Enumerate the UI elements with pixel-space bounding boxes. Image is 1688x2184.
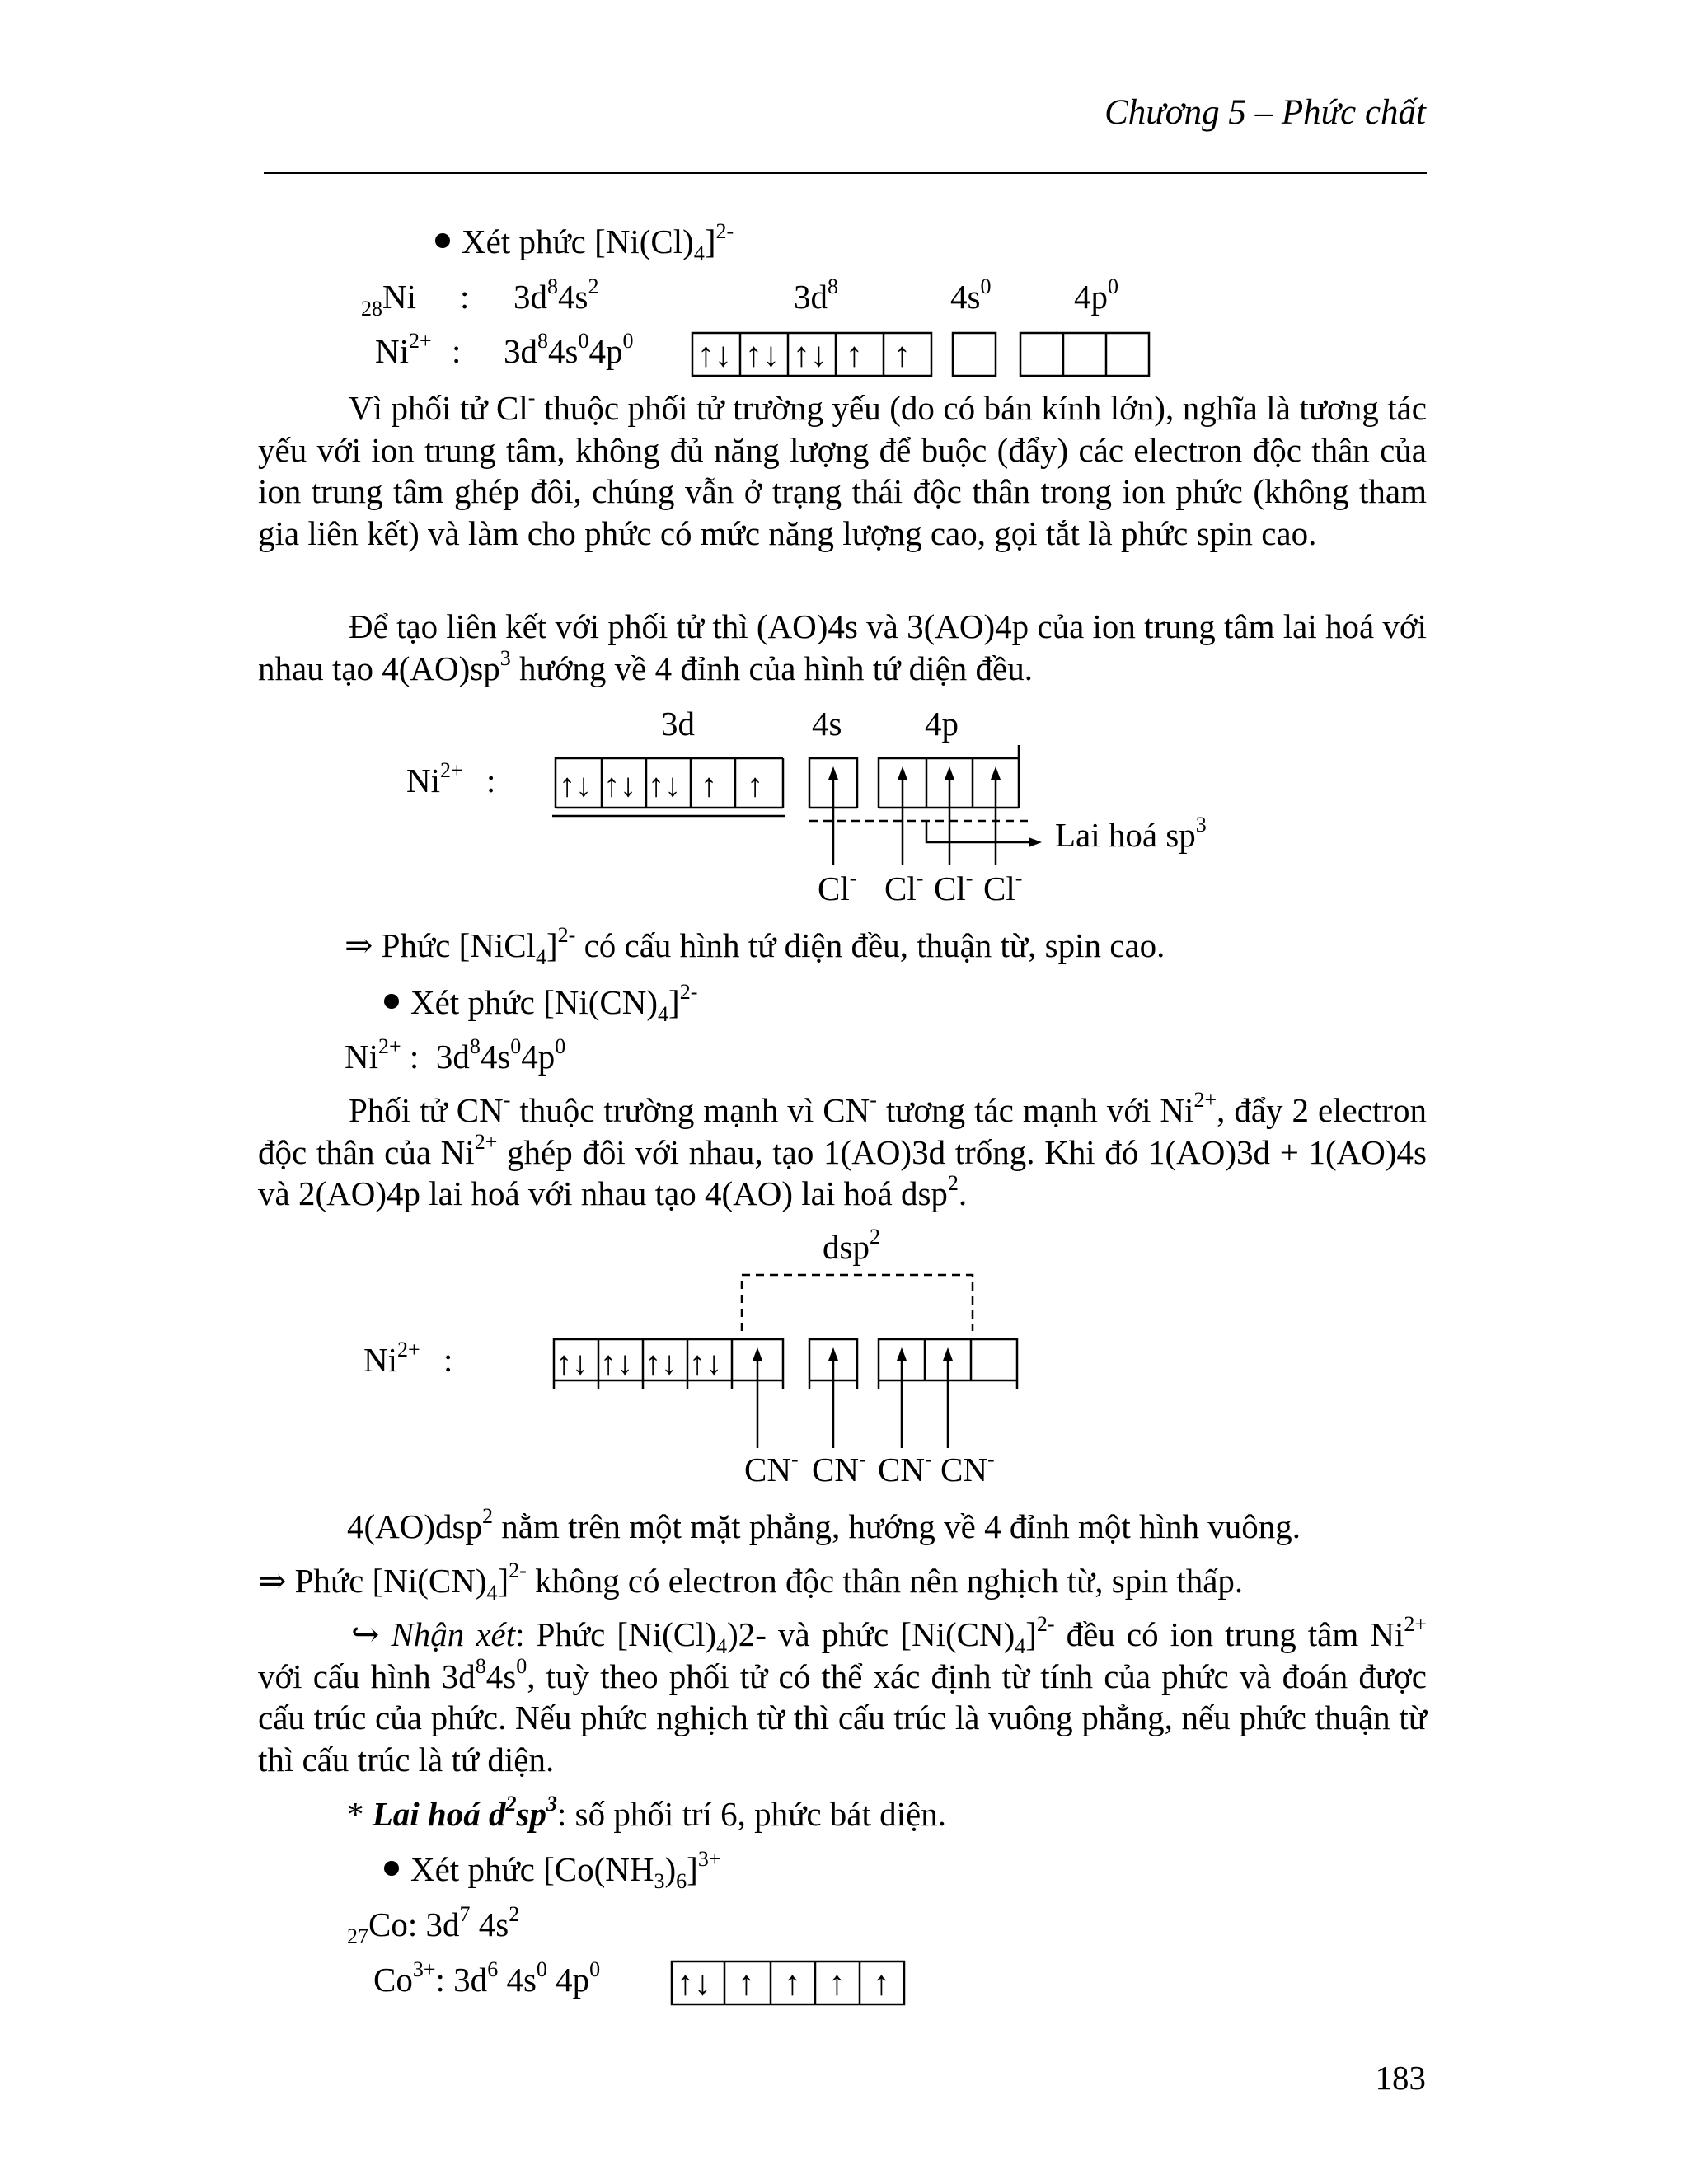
svg-text:↑: ↑ [747, 766, 763, 804]
implies-icon: ⇒ [258, 1562, 295, 1600]
svg-text:↑: ↑ [828, 1965, 846, 2003]
d2-ligand-4: CN- [940, 1447, 995, 1488]
svg-text:↑: ↑ [846, 336, 863, 374]
ni-config: $3d^84s^2$ [513, 274, 599, 316]
label-4s0: $4s^0$ [950, 274, 992, 316]
colon-1: : [460, 278, 470, 316]
svg-text:↑: ↑ [701, 766, 717, 804]
paragraph-remark: ↪ Nhận xét: Phức $[Ni(Cl)_4)2-$ và phức $[Ni(CN)_4]^{2-}$ đều có ion trung tâm $Ni^{2+}$ với cấu hình $3d^84s^0$, tuỳ theo phối tử có thể xác định từ tính của phức và đoán được cấu trúc của phức. Nếu phức nghịch từ thì cấu trúc là vuông phẳng, nếu phức thuận từ thì cấu trúc là tứ diện. [258, 1612, 1428, 1779]
implies-icon: ⇒ [345, 926, 382, 964]
svg-text:↑↓: ↑↓ [745, 336, 780, 374]
svg-text:↑↓: ↑↓ [556, 1344, 588, 1381]
svg-text:↑↓: ↑↓ [648, 766, 681, 804]
bullet-nicn4: Xét phức $[Ni(CN)_4]^{2-}$ [384, 982, 697, 1023]
co3-config: $Co^{3+}$: $3d^6$ $4s^0$ $4p^0$ [373, 1957, 601, 1999]
d2-label: dsp$^2$ [823, 1225, 880, 1266]
d2-ligand-2: CN- [812, 1447, 866, 1488]
svg-text:↑↓: ↑↓ [689, 1344, 722, 1381]
hook-arrow-icon: ↪ [351, 1615, 392, 1653]
bullet-icon [384, 1861, 399, 1876]
d1-ligand-2: Cl- [884, 866, 924, 907]
label-4p0: $4p^0$ [1074, 274, 1118, 316]
ni-config-line: $_{28}$Ni [361, 278, 416, 321]
d1-ligand-3: Cl- [934, 866, 973, 907]
d2-colon: : [443, 1341, 453, 1379]
d2-ligand-1: CN- [744, 1447, 799, 1488]
svg-text:↑↓: ↑↓ [677, 1965, 711, 2003]
d1-ligand-4: Cl- [983, 866, 1023, 907]
ni2-config-cn: $Ni^{2+}$ : $3d^84s^04p^0$ [345, 1034, 566, 1076]
header-rule [264, 172, 1427, 174]
colon-2: : [452, 332, 462, 370]
ni2-config: $3d^84s^04p^0$ [504, 329, 634, 370]
svg-text:↑↓: ↑↓ [600, 1344, 633, 1381]
d1-colon: : [486, 762, 496, 799]
co-config: $_{27}$Co: $3d^7$ $4s^2$ [347, 1902, 520, 1948]
bullet-icon [384, 994, 399, 1009]
svg-text:↑: ↑ [893, 336, 911, 374]
paragraph-sp3: Để tạo liên kết với phối tử thì (AO)4s và 3(AO)4p của ion trung tâm lai hoá với nhau tạo $4(AO)sp^3$ hướng về 4 đỉnh của hình tứ diện đều. [258, 607, 1427, 687]
hybrid-diagram-dsp2 [544, 1265, 1039, 1463]
conclusion-nicl4: ⇒ Phức [NiCl$_4$]$^{2-}$ có cấu hình tứ diện đều, thuận từ, spin cao. [345, 923, 1165, 969]
orbital-diagram-ni2-cl [684, 328, 1162, 386]
paragraph-strong-field: Phối tử CN- thuộc trường mạnh vì CN- tương tác mạnh với $Ni^{2+}$, đẩy 2 electron độc thân của $Ni^{2+}$ ghép đôi với nhau, tạo 1(AO)3d trống. Khi đó 1(AO)3d + 1(AO)4s và 2(AO)4p lai hoá với nhau tạo 4(AO) lai hoá dsp$^2$. [258, 1088, 1427, 1212]
svg-text:↑↓: ↑↓ [645, 1344, 678, 1381]
bullet-icon [435, 233, 450, 248]
svg-text:↑↓: ↑↓ [697, 336, 732, 374]
svg-text:↑: ↑ [738, 1965, 755, 2003]
svg-text:↑↓: ↑↓ [793, 336, 828, 374]
d1-label-4p: 4p [925, 705, 959, 743]
page-number: 183 [1375, 2059, 1426, 2097]
d2-ion: $Ni^{2+}$ [363, 1338, 420, 1379]
d1-ion: $Ni^{2+}$ [406, 758, 463, 799]
d1-ligand-1: Cl- [818, 866, 857, 907]
ni2-ion: $Ni^{2+}$ [375, 329, 432, 370]
conclusion-nicn4: ⇒ Phức $[Ni(CN)_4]^{2-}$ không có electron độc thân nên nghịch từ, spin thấp. [258, 1558, 1244, 1605]
svg-text:↑↓: ↑↓ [559, 766, 592, 804]
paragraph-weak-field: Vì phối tử Cl- thuộc phối tử trường yếu (do có bán kính lớn), nghĩa là tương tác yếu với ion trung tâm, không đủ năng lượng để buộc (đẩy) các electron độc thân của ion trung tâm ghép đôi, chúng vẫn ở trạng thái độc thân trong ion phức (không tham gia liên kết) và làm cho phức có mức năng lượng cao, gọi tắt là phức spin cao. [258, 386, 1427, 552]
running-header: Chương 5 – Phức chất [1104, 93, 1426, 132]
d2-ligand-3: CN- [878, 1447, 932, 1488]
d1-label-4s: 4s [812, 705, 842, 743]
d1-hybrid-label: Lai hoá $sp^3$ [1055, 813, 1207, 854]
paragraph-square-planar: 4(AO)dsp$^2$ nằm trên một mặt phẳng, hướng về 4 đỉnh một hình vuông. [347, 1504, 1301, 1545]
label-3d8: $3d^8$ [794, 274, 838, 316]
bullet-nicl4: Xét phức $[Ni(Cl)_4]^{2-}$ [435, 221, 734, 262]
heading-d2sp3: * Lai hoá $d^2sp^3$: số phối trí 6, phức bát diện. [347, 1792, 946, 1833]
orbital-diagram-co3 [663, 1955, 911, 2013]
svg-text:↑: ↑ [784, 1965, 801, 2003]
svg-text:↑↓: ↑↓ [603, 766, 636, 804]
d1-label-3d: 3d [661, 705, 695, 743]
bullet-conh3: Xét phức $[Co(NH_3)_6]^{3+}$ [384, 1849, 720, 1890]
svg-text:↑: ↑ [873, 1965, 890, 2003]
